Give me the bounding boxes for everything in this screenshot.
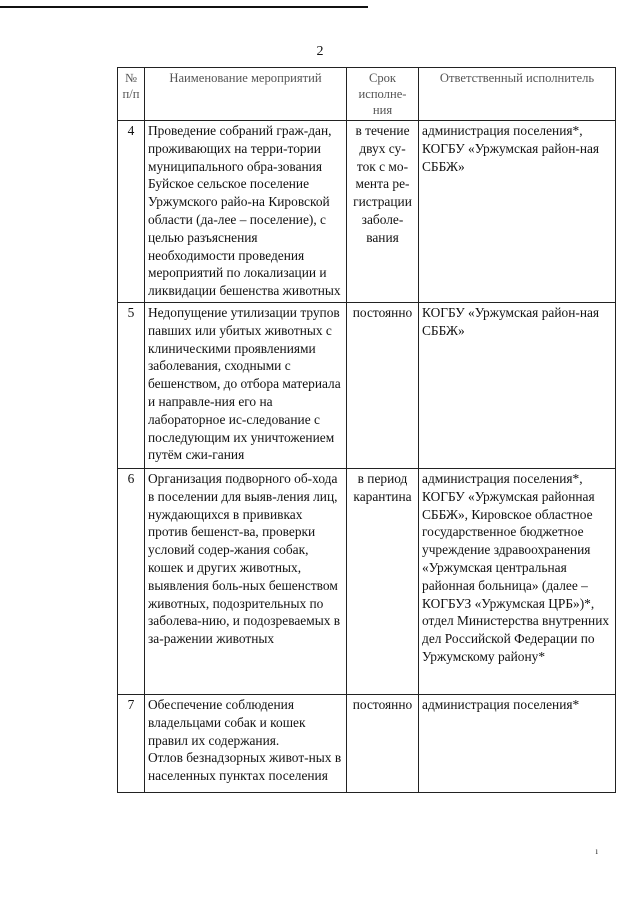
row-name: Обеспечение соблюдения владельцами собак и кошек правил их содержания. [148, 696, 306, 748]
header-name: Наименование мероприятий [145, 68, 347, 121]
header-responsible: Ответственный исполнитель [419, 68, 616, 121]
row-num: 4 [118, 121, 145, 303]
row-num: 7 [118, 694, 145, 792]
row-term: постоянно [347, 302, 419, 468]
row-num: 6 [118, 468, 145, 694]
row-term: в течение двух су-ток с мо-мента ре-гистрации заболе-вания [347, 121, 419, 303]
corner-mark: ı [595, 846, 598, 856]
row-num: 5 [118, 302, 145, 468]
measures-table [117, 67, 616, 793]
page-number: 2 [316, 44, 324, 59]
top-rule [0, 6, 368, 8]
row-term: в период карантина [347, 468, 419, 694]
row-responsible: КОГБУ «Уржумская район-ная СББЖ» [419, 302, 616, 468]
table-row [118, 302, 616, 468]
row-term: постоянно [347, 694, 419, 792]
row-name-cell [145, 694, 347, 792]
row-name: Недопущение утилизации трупов павших или убитых животных с клиническими проявлениями заболевания, сходными с бешенством, до отбора материала и направле-ния его на лабораторное ис-следование с последующим их уничтожением путём сжи-гания [145, 302, 347, 468]
row-responsible: администрация поселения*, КОГБУ «Уржумская районная СББЖ», Кировское областное государственное бюджетное учреждение здравоохранения «Уржумская центральная районная больница» (далее – КОГБУЗ «Уржумская ЦРБ»)*, отдел Министерства внутренних дел Российской Федерации по Уржумскому району* [419, 468, 616, 694]
row-responsible: администрация поселения*, КОГБУ «Уржумская район-ная СББЖ» [419, 121, 616, 303]
table-row [118, 121, 616, 303]
table-row [118, 694, 616, 792]
header-term: Срок исполне-ния [347, 68, 419, 121]
table-row [118, 468, 616, 694]
table-header-row [118, 68, 616, 121]
row-name-extra: Отлов безнадзорных живот-ных в населенных пунктах поселения [148, 750, 342, 784]
row-responsible: администрация поселения* [419, 694, 616, 792]
row-name: Организация подворного об-хода в поселении для выяв-ления лиц, нуждающихся в прививках против бешенст-ва, проверки условий содер-жания собак, кошек и других животных, выявления боль-ных бешенством животных, подозрительных по заболева-нию, и подозреваемых в за-ражении животных [145, 468, 347, 694]
row-name: Проведение собраний граж-дан, проживающих на терри-тории муниципального обра-зования Буйское сельское поселение Уржумского райо-на Кировской области (да-лее – поселение), с целью разъяснения необходимости проведения мероприятий по локализации и ликвидации бешенства животных [145, 121, 347, 303]
header-num: № п/п [118, 68, 145, 121]
